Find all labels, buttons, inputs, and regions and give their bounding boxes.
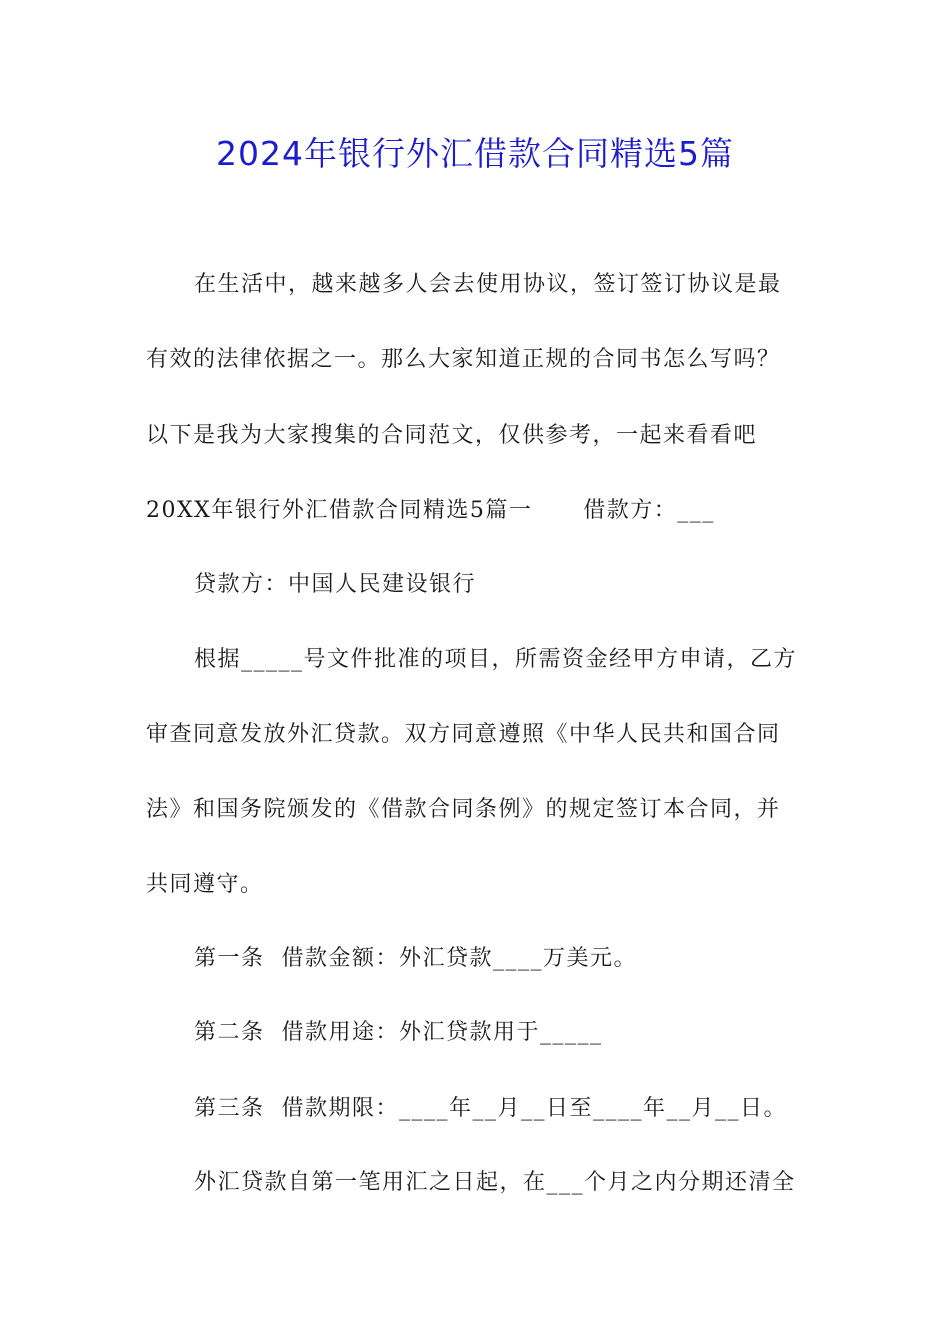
paragraph-line: 第二条 借款用途：外汇贷款用于_____ xyxy=(194,1020,603,1045)
paragraph-line: 以下是我为大家搜集的合同范文，仅供参考，一起来看看吧 xyxy=(146,423,758,448)
paragraph-line: 共同遵守。 xyxy=(146,872,264,897)
paragraph-line: 根据_____号文件批准的项目，所需资金经甲方申请，乙方 xyxy=(194,647,798,672)
paragraph-line: 第三条 借款期限：____年__月__日至____年__月__日。 xyxy=(194,1096,787,1121)
paragraph-line: 第一条 借款金额：外汇贷款____万美元。 xyxy=(194,946,637,971)
paragraph-line: 贷款方：中国人民建设银行 xyxy=(194,572,477,597)
paragraph-line: 有效的法律依据之一。那么大家知道正规的合同书怎么写吗？ xyxy=(146,347,781,372)
document-title: 2024年银行外汇借款合同精选5篇 xyxy=(216,134,734,173)
paragraph-line: 外汇贷款自第一笔用汇之日起，在___个月之内分期还清全 xyxy=(194,1170,796,1195)
paragraph-line: 20XX年银行外汇借款合同精选5篇一 借款方：___ xyxy=(146,498,715,523)
paragraph-line: 法》和国务院颁发的《借款合同条例》的规定签订本合同，并 xyxy=(146,797,781,822)
paragraph-line: 在生活中，越来越多人会去使用协议，签订签订协议是最 xyxy=(194,272,782,297)
paragraph-line: 审查同意发放外汇贷款。双方同意遵照《中华人民共和国合同 xyxy=(146,722,781,747)
